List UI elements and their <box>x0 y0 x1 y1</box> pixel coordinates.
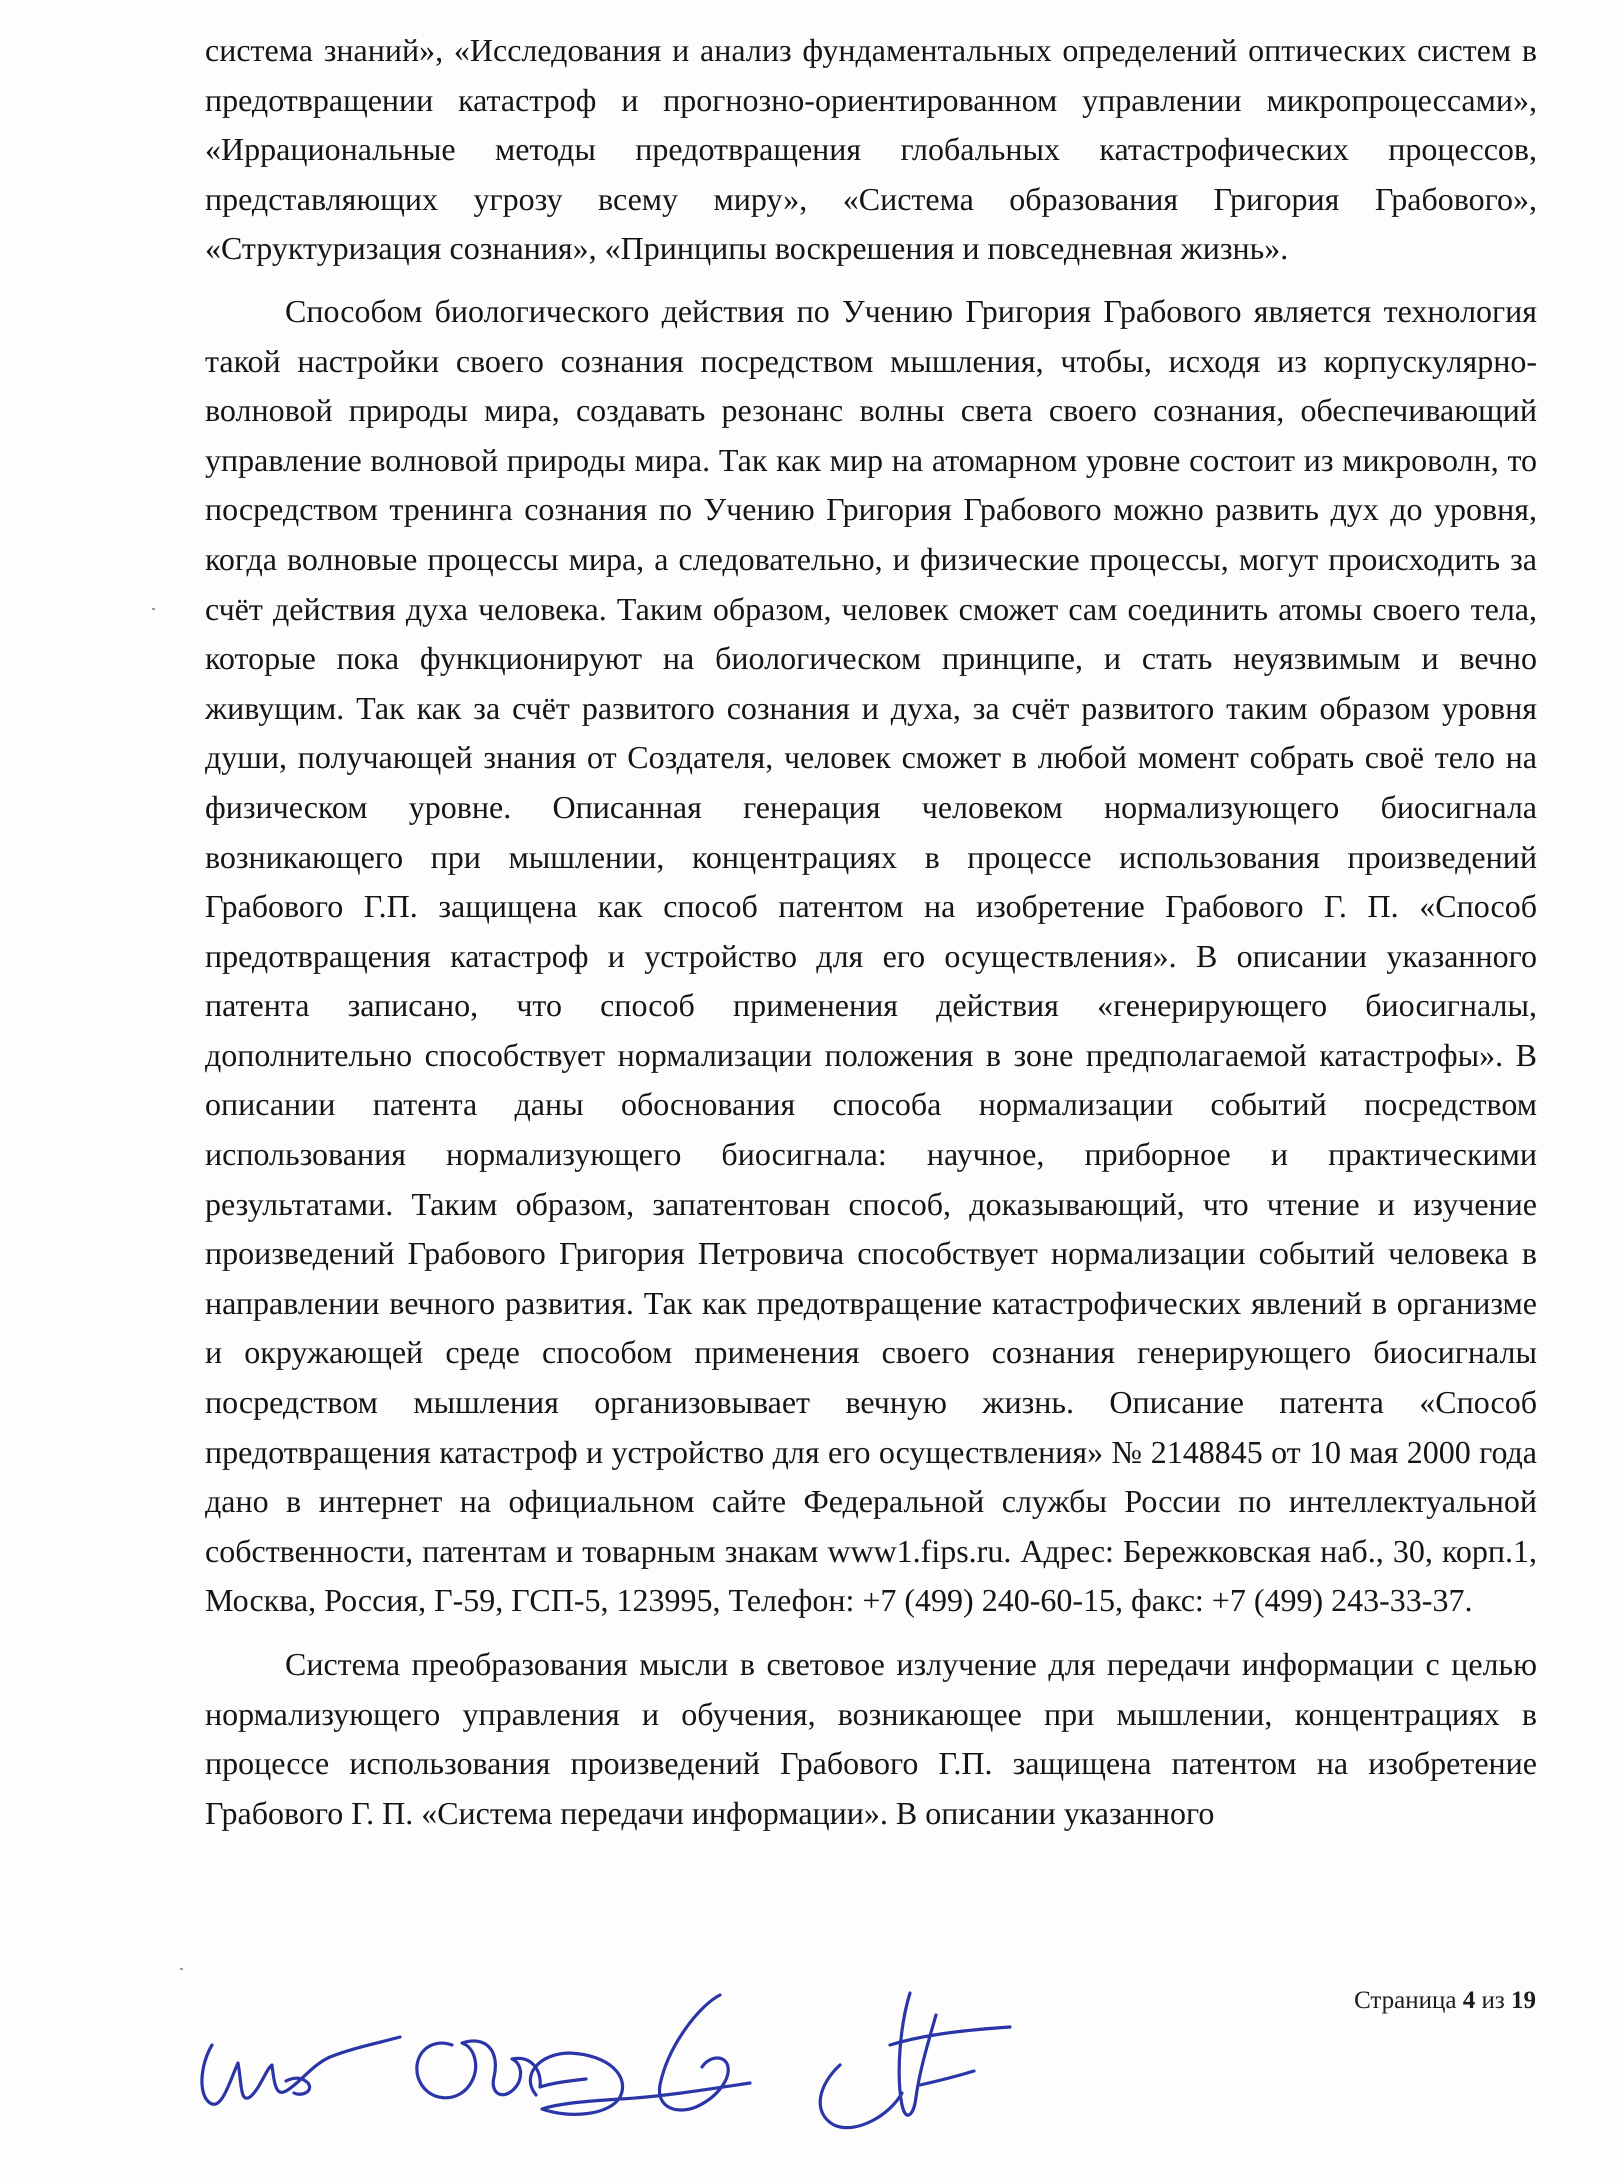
page-number: 4 <box>1462 1987 1476 2014</box>
page-prefix: Страница <box>1354 1987 1463 2014</box>
signature-2 <box>417 2041 586 2098</box>
page-counter <box>1354 1987 1536 2015</box>
signature-3 <box>530 1995 750 2114</box>
signature-1 <box>202 2037 400 2104</box>
scan-speck <box>180 1968 183 1970</box>
page-total: 19 <box>1511 1987 1536 2014</box>
paragraph-3: Система преобразования мысли в световое излучение для передачи информации с целью нормализующего управления и обучения, возникающее при мышлении, концентрациях в процессе использования произведений Грабового Г.П. защищена патентом на изобретение Грабового Г. П. «Система передачи информации». В описании указанного <box>205 1646 1537 1831</box>
document-body <box>205 26 1537 1838</box>
paragraph-1: система знаний», «Исследования и анализ фундаментальных определений оптических систем в предотвращении катастроф и прогнозно-ориентированном управлении микропроцессами», «Иррациональные методы предотвращения глобальных катастрофических процессов, представляющих угрозу всему миру», «Система образования Григория Грабового», «Структуризация сознания», «Принципы воскрешения и повседневная жизнь». <box>205 32 1537 267</box>
signatures <box>190 1985 1340 2135</box>
page-separator: из <box>1475 1987 1511 2014</box>
scan-speck <box>152 608 155 610</box>
signature-4 <box>820 1993 1010 2128</box>
paragraph-2: Способом биологического действия по Учению Григория Грабового является технология такой настройки своего сознания посредством мышления, чтобы, исходя из корпускулярно-волновой природы мира, создавать резонанс волны света своего сознания, обеспечивающий управление волновой природы мира. Так как мир на атомарном уровне состоит из микроволн, то посредством тренинга сознания по Учению Григория Грабового можно развить дух до уровня, когда волновые процессы мира, а следовательно, и физические процессы, могут происходить за счёт действия духа человека. Таким образом, человек сможет сам соединить атомы своего тела, которые пока функционируют на биологическом принципе, и стать неуязвимым и вечно живущим. Так как за счёт развитого сознания и духа, за счёт развитого таким образом уровня души, получающей знания от Создателя, человек сможет в любой момент собрать своё тело на физическом уровне. Описанная генерация человеком нормализующего биосигнала возникающего при мышлении, концентрациях в процессе использования произведений Грабового Г.П. защищена как способ патентом на изобретение Грабового Г. П. «Способ предотвращения катастроф и устройство для его осуществления». В описании указанного патента записано, что способ применения действия «генерирующего биосигналы, дополнительно способствует нормализации положения в зоне предполагаемой катастрофы». В описании патента даны обоснования способа нормализации событий посредством использования нормализующего биосигнала: научное, приборное и практическими результатами. Таким образом, запатентован способ, доказывающий, что чтение и изучение произведений Грабового Григория Петровича способствует нормализации событий человека в направлении вечного развития. Так как предотвращение катастрофических явлений в организме и окружающей среде способом применения своего сознания генерирующего биосигналы посредством мышления организовывает вечную жизнь. Описание патента «Способ предотвращения катастроф и устройство для его осуществления» № 2148845 от 10 мая 2000 года дано в интернет на официальном сайте Федеральной службы России по интеллектуальной собственности, патентам и товарным знакам www1.fips.ru. Адрес: Бережковская наб., 30, корп.1, Москва, Россия, Г-59, ГСП-5, 123995, Телефон: +7 (499) 240-60-15, факс: +7 (499) 243-33-37. <box>205 292 1537 1619</box>
signature-strokes <box>190 1985 1340 2135</box>
